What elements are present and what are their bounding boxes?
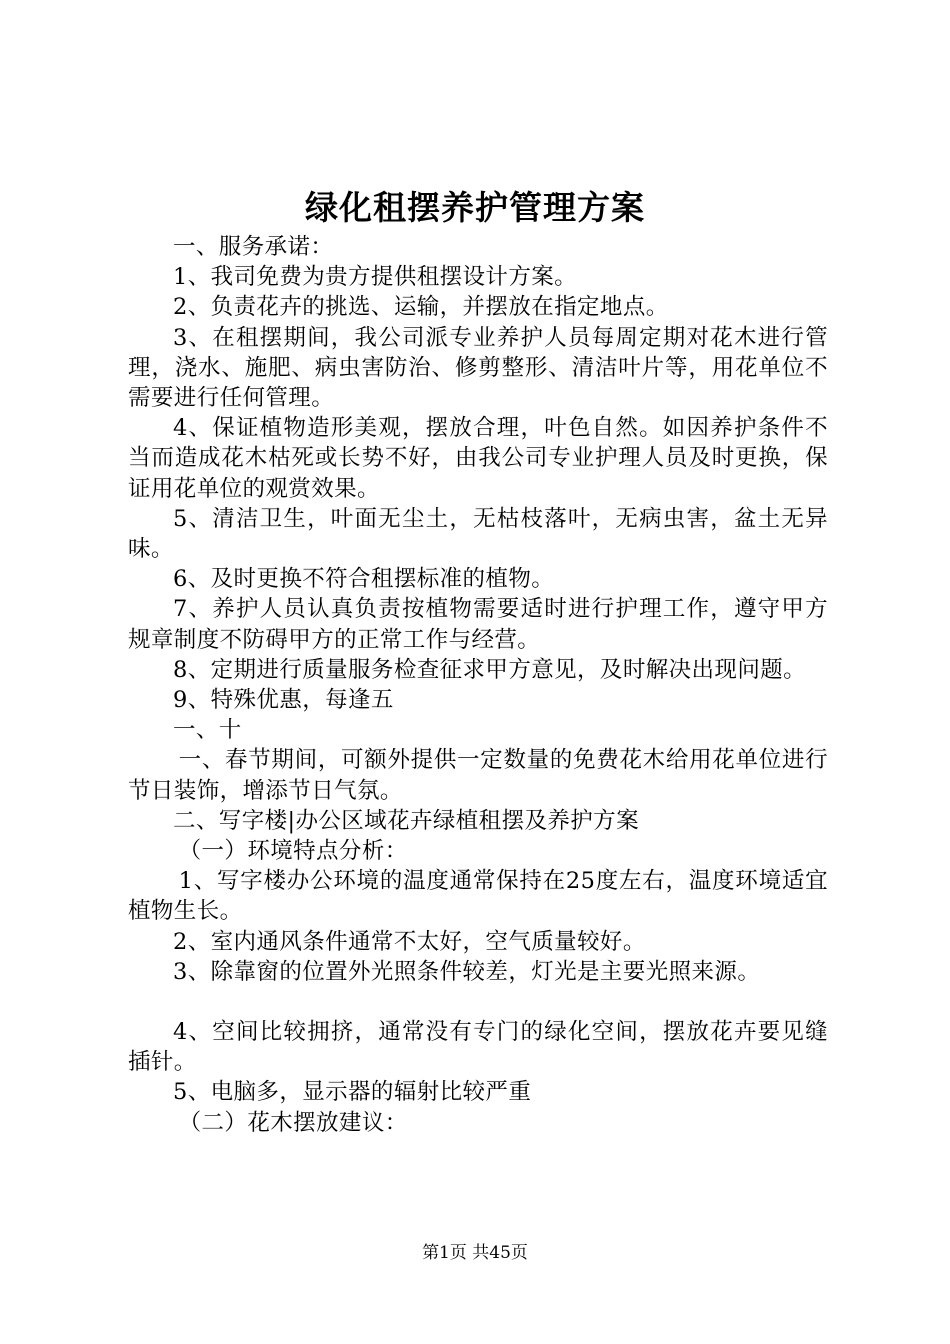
page-number-footer: 第1页 共45页 [422,1243,528,1263]
paragraph-item-8: 8、定期进行质量服务检查征求甲方意见，及时解决出现问题。 [173,656,807,683]
paragraph-item-2: 2、负责花卉的挑选、运输，并摆放在指定地点。 [173,294,669,321]
paragraph-placement-heading: （二）花木摆放建议： [178,1109,408,1136]
paragraph-item-5: 5、清洁卫生，叶面无尘土，无枯枝落叶，无病虫害，盆土无异味。 [128,505,828,563]
paragraph-spring-festival: 一、春节期间，可额外提供一定数量的免费花木给用花单位进行节日装饰，增添节日气氛。 [128,747,828,804]
paragraph-env-item-4: 4、空间比较拥挤，通常没有专门的绿化空间，摆放花卉要见缝插针。 [128,1019,828,1076]
paragraph-item-4: 4、保证植物造形美观，摆放合理，叶色自然。如因养护条件不当而造成花木枯死或长势不好，由我公司专业护理人员及时更换，保证用花单位的观赏效果。 [128,415,828,502]
paragraph-environment-heading: （一）环境特点分析： [178,838,408,865]
paragraph-env-item-3: 3、除靠窗的位置外光照条件较差，灯光是主要光照来源。 [173,958,761,985]
paragraph-env-item-5: 5、电脑多，显示器的辐射比较严重 [173,1079,532,1106]
paragraph-env-item-1: 1、写字楼办公环境的温度通常保持在25度左右，温度环境适宜植物生长。 [128,868,828,925]
paragraph-gap [128,987,828,1017]
paragraph-item-1: 1、我司免费为贵方提供租摆设计方案。 [173,264,578,291]
document-title: 绿化租摆养护管理方案 [305,188,645,227]
document-body [128,232,828,1138]
paragraph-item-3: 3、在租摆期间，我公司派专业养护人员每周定期对花木进行管理，浇水、施肥、病虫害防治、修剪整形、清洁叶片等，用花单位不需要进行任何管理。 [128,324,828,412]
paragraph-item-7: 7、养护人员认真负责按植物需要适时进行护理工作，遵守甲方规章制度不防碍甲方的正常工作与经营。 [128,596,828,653]
paragraph-item-9: 9、特殊优惠，每逢五 [173,687,394,714]
paragraph-env-item-2: 2、室内通风条件通常不太好，空气质量较好。 [173,928,646,955]
paragraph-item-6: 6、及时更换不符合租摆标准的植物。 [173,566,555,593]
paragraph-service-commitment: 一、服务承诺： [173,234,334,260]
paragraph-item-10: 一、十 [173,717,242,744]
paragraph-office-plan-heading: 二、写字楼|办公区域花卉绿植租摆及养护方案 [173,807,639,834]
